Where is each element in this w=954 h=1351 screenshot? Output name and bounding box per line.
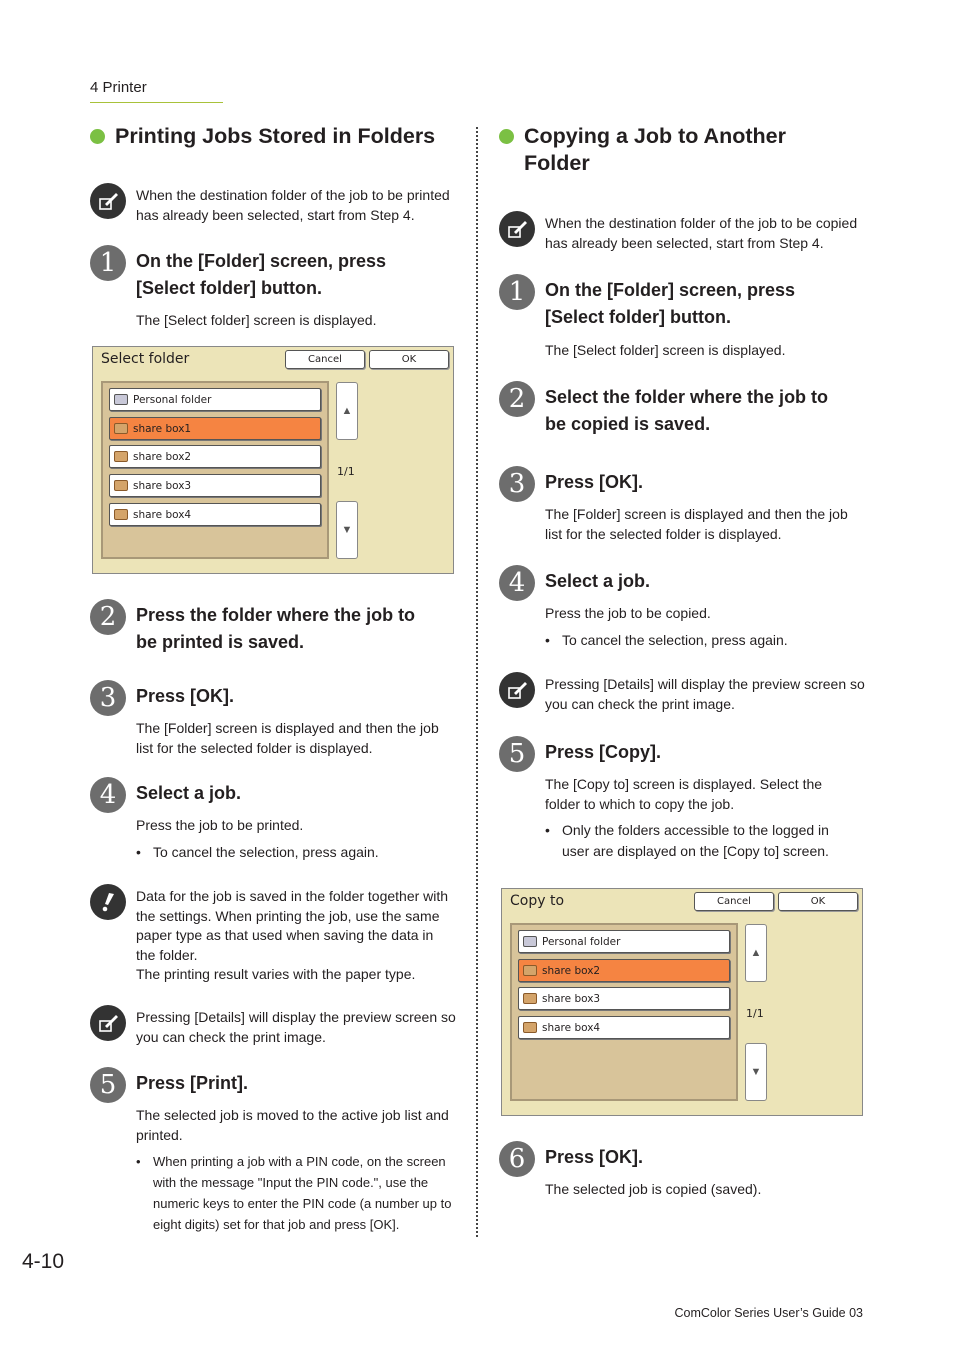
scroll-down-button[interactable]: ▼ [336,501,358,559]
pencil-note-icon [90,183,126,219]
section-heading [499,123,786,177]
list-item[interactable]: Personal folder [518,930,730,953]
footer-guide-title: ComColor Series User’s Guide 03 [674,1306,863,1320]
list-item[interactable]: share box3 [518,987,730,1010]
note-text: Pressing [Details] will display the preview screen so you can check the print image. [136,1009,456,1045]
screen-title: Select folder [101,351,190,367]
page-number: 4-10 [22,1250,65,1273]
step-title: Press [OK]. [545,1147,644,1167]
pencil-note-icon [90,1005,126,1041]
step-desc: The [Copy to] screen is displayed. Select the folder to which to copy the job. [545,776,823,812]
scroll-down-button[interactable]: ▼ [745,1043,767,1101]
section-heading [90,123,435,150]
box-folder-icon [523,965,537,976]
step-desc: The [Folder] screen is displayed and then the job list for the selected folder is displayed. [545,506,848,542]
folder-list [101,381,329,559]
column-divider [476,127,478,1237]
step-title: Press [OK]. [545,472,644,492]
step-title: Press the folder where the job to be printed is saved. [136,605,416,652]
list-item[interactable]: share box1 [109,417,321,440]
note [499,675,865,714]
chapter-header: 4 Printer [90,79,147,96]
step-number: 1 [499,274,535,310]
personal-folder-icon [523,936,537,947]
note [499,214,865,253]
list-item[interactable]: share box3 [109,474,321,497]
step-number: 2 [90,599,126,635]
select-folder-screen [92,346,454,574]
box-folder-icon [114,480,128,491]
cancel-button[interactable]: Cancel [285,350,365,369]
cancel-button[interactable]: Cancel [694,892,774,911]
step-number: 5 [499,736,535,772]
step-bullet: • When printing a job with a PIN code, on the screen with the message "Input the PIN code.", use the numeric keys to enter the PIN code (a number up to eight digits) set for that job and press [OK]. [136,1151,454,1235]
note [90,1008,456,1047]
note-text: When the destination folder of the job to be printed has already been selected, start from Step 4. [136,187,450,223]
note [90,186,456,225]
section-title: Copying a Job to Another Folder [524,124,786,175]
ok-button[interactable]: OK [778,892,858,911]
step-number: 2 [499,381,535,417]
screen-title: Copy to [510,893,565,909]
step-title: Press [Print]. [136,1073,249,1093]
step-bullet: • To cancel the selection, press again. [545,630,788,651]
step-title: On the [Folder] screen, press [Select folder] button. [136,251,387,298]
box-folder-icon [114,509,128,520]
pencil-note-icon [499,211,535,247]
box-folder-icon [523,993,537,1004]
step-desc: The [Select folder] screen is displayed. [136,312,377,328]
folder-list [510,923,738,1101]
step-number: 3 [90,680,126,716]
step-number: 1 [90,245,126,281]
step-bullet: • To cancel the selection, press again. [136,842,379,863]
step-bullet: • Only the folders accessible to the logged in user are displayed on the [Copy to] screen. [545,820,845,862]
step-number: 6 [499,1141,535,1177]
ok-button[interactable]: OK [369,350,449,369]
step-title: Select the folder where the job to be copied is saved. [545,387,829,434]
box-folder-icon [114,423,128,434]
exclamation-icon [90,884,126,920]
step-desc: The [Select folder] screen is displayed. [545,342,786,358]
personal-folder-icon [114,394,128,405]
list-item[interactable]: Personal folder [109,388,321,411]
step-title: On the [Folder] screen, press [Select folder] button. [545,280,796,327]
box-folder-icon [523,1022,537,1033]
important-text: Data for the job is saved in the folder together with the settings. When printing the job, use the same paper type as that used when saving the data in the folder. The printing result varies with the paper type. [136,888,449,982]
step-desc: The selected job is copied (saved). [545,1181,762,1197]
green-dot-icon [499,129,514,144]
step-desc: Press the job to be copied. [545,605,711,621]
step-title: Press [OK]. [136,686,235,706]
important-note [90,887,456,985]
step-number: 5 [90,1067,126,1103]
page-indicator: 1/1 [337,465,355,478]
pencil-note-icon [499,672,535,708]
step-number: 3 [499,466,535,502]
note-text: When the destination folder of the job to be copied has already been selected, start from Step 4. [545,215,858,251]
list-item[interactable]: share box2 [518,959,730,982]
note-text: Pressing [Details] will display the preview screen so you can check the print image. [545,676,865,712]
box-folder-icon [114,451,128,462]
step-desc: The selected job is moved to the active job list and printed. [136,1107,449,1143]
green-dot-icon [90,129,105,144]
list-item[interactable]: share box4 [109,503,321,526]
step-title: Select a job. [136,783,242,803]
chapter-rule [90,102,223,103]
step-title: Press [Copy]. [545,742,662,762]
copy-to-screen [501,888,863,1116]
list-item[interactable]: share box4 [518,1016,730,1039]
step-number: 4 [499,565,535,601]
list-item[interactable]: share box2 [109,445,321,468]
step-title: Select a job. [545,571,651,591]
page-indicator: 1/1 [746,1007,764,1020]
scroll-up-button[interactable]: ▲ [745,924,767,982]
step-desc: The [Folder] screen is displayed and then the job list for the selected folder is displayed. [136,720,439,756]
step-number: 4 [90,777,126,813]
section-title: Printing Jobs Stored in Folders [115,124,436,148]
step-desc: Press the job to be printed. [136,817,304,833]
scroll-up-button[interactable]: ▲ [336,382,358,440]
